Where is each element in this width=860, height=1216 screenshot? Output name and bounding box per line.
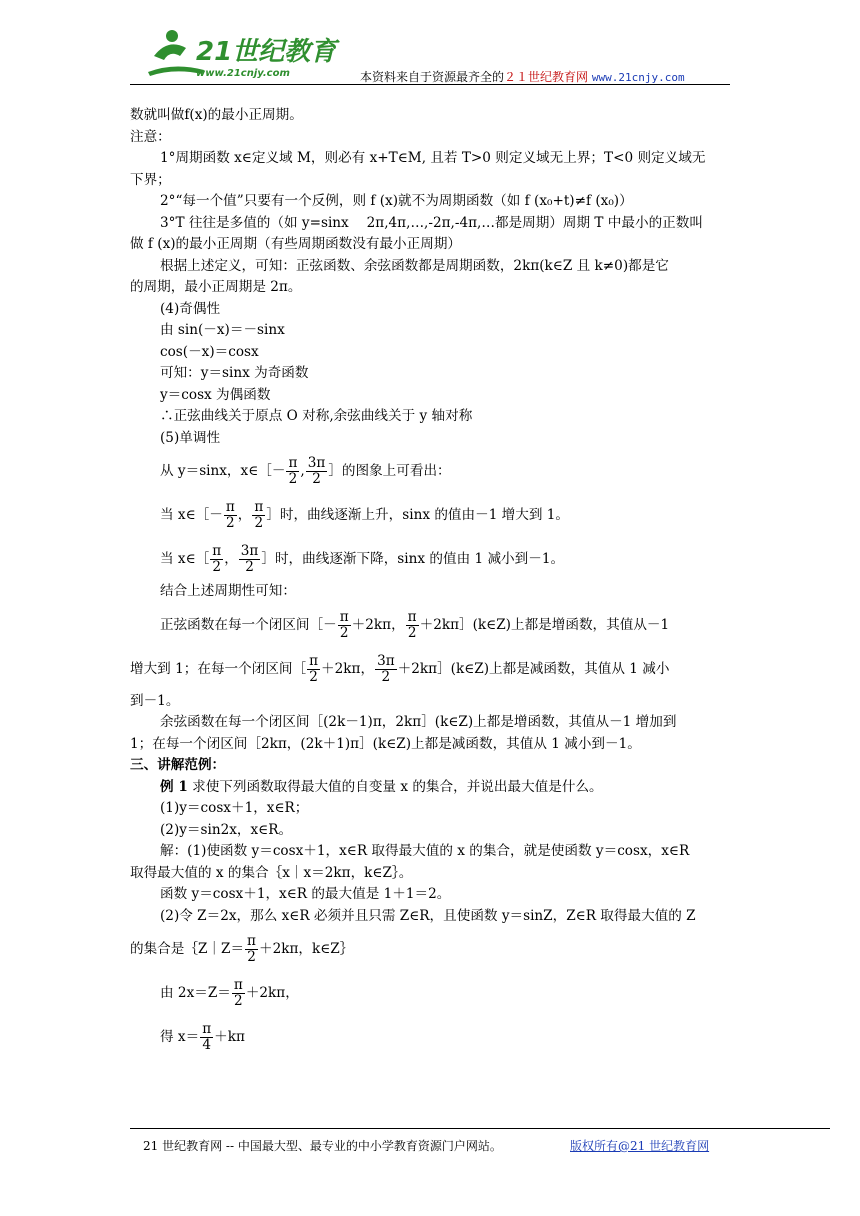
text-line: 由 sin(－x)＝－sinx [160,322,285,338]
text-line: 做 f (x)的最小正周期（有些周期函数没有最小正周期） [130,236,462,252]
text-line: ∴正弦曲线关于原点 O 对称,余弦曲线关于 y 轴对称 [160,408,473,424]
text-line: y＝cosx 为偶函数 [160,386,271,403]
formula-line: 从 y＝sinx，x∈［－ $\frac{\pi}{2}$ , $\frac{3\pi}{2}$ ］的图象上可看出： [160,455,451,487]
text-line: 下界； [130,171,171,188]
header-prefix: 本资料来自于资源最齐全的 [360,70,505,84]
formula-line: 增大到 1；在每一个闭区间［ $\frac{\pi}{2}$ ＋2kπ， $\frac{3\pi}{2}$ ＋2kπ］(k∈Z)上都是减函数，其值从 1 减小 [130,652,670,685]
formula-line: 得 x＝ $\frac{\pi}{4}$ ＋kπ [160,1021,245,1053]
fraction: $\frac{3\pi}{2}$ [377,652,395,685]
text-line: 可知：y＝sinx 为奇函数 [160,365,309,381]
formula-line: 的集合是｛Z｜Z＝ $\frac{\pi}{2}$ ＋2kπ，k∈Z｝ [130,933,354,965]
fraction: $\frac{\pi}{2}$ [254,499,264,531]
formula-line: 当 x∈［ $\frac{\pi}{2}$ ， $\frac{3\pi}{2}$ ］时，曲线逐渐下降，sinx 的值由 1 减小到－1。 [160,543,565,575]
footer-divider [130,1128,830,1129]
text-line: 根据上述定义，可知：正弦函数、余弦函数都是周期函数，2kπ(k∈Z 且 k≠0)都是它 [160,257,669,274]
fraction: $\frac{\pi}{2}$ [309,652,319,685]
header-caption [360,68,685,85]
text-line: 结合上述周期性可知： [160,583,296,599]
text-line: (1)y＝cosx＋1，x∈R； [160,800,309,816]
text-line: 注意： [130,128,171,145]
text-line: cos(－x)＝cosx [160,343,259,360]
text-line: 数就叫做f(x)的最小正周期。 [130,107,303,123]
copyright-link[interactable]: 版权所有@21 世纪教育网 [570,1139,710,1153]
text-line: 到－1。 [130,692,180,709]
document-body [130,105,736,1059]
header-url[interactable]: www.21cnjy.com [591,71,685,84]
footer-caption: 21 世纪教育网 -- 中国最大型、最专业的中小学教育资源门户网站。 [143,1139,502,1153]
text-line: 1°周期函数 x∈定义域 M，则必有 x+T∈M, 且若 T>0 则定义域无上界；T<0 则定义域无 [160,150,706,166]
section-heading: (4)奇偶性 [160,300,221,317]
header-divider [130,84,730,85]
section-title: 三、讲解范例： [130,757,226,773]
text-line: 2°“每一个值”只要有一个反例，则 f (x)就不为周期函数（如 f (x₀+t)≠f (x₀)） [160,193,633,209]
formula-line: 当 x∈［－ $\frac{\pi}{2}$ ， $\frac{\pi}{2}$ ］时，曲线逐渐上升，sinx 的值由－1 增大到 1。 [160,499,570,531]
text-line: 解：(1)使函数 y＝cosx＋1，x∈R 取得最大值的 x 的集合，就是使函数 y＝cosx，x∈R [160,843,690,859]
example-title: 例 1 求使下列函数取得最大值的自变量 x 的集合，并说出最大值是什么。 [160,778,603,795]
site-logo [134,26,344,82]
fraction: $\frac{\pi}{2}$ [407,608,417,641]
formula-line: 由 2x＝Z＝ $\frac{\pi}{2}$ ＋2kπ， [160,977,299,1009]
fraction: $\frac{\pi}{2}$ [339,608,349,641]
fraction: $\frac{\pi}{2}$ [212,543,222,575]
text-line: (2)y＝sin2x，x∈R。 [160,821,293,838]
logo-url: www.21cnjy.com [196,68,290,79]
text-line: 取得最大值的 x 的集合｛x｜x＝2kπ，k∈Z｝。 [130,864,413,881]
text-line: 的周期，最小正周期是 2π。 [130,279,302,295]
fraction: $\frac{\pi}{2}$ [225,499,235,531]
formula-line: 正弦函数在每一个闭区间［－ $\frac{\pi}{2}$ ＋2kπ， $\frac{\pi}{2}$ ＋2kπ］(k∈Z)上都是增函数，其值从－1 [160,608,670,641]
fraction: $\frac{\pi}{2}$ [233,977,243,1009]
fraction: $\frac{\pi}{2}$ [288,455,298,487]
section-heading: (5)单调性 [160,429,221,446]
text-line: 余弦函数在每一个闭区间［(2k－1)π，2kπ］(k∈Z)上都是增函数，其值从－1 增加到 [160,714,677,730]
header-brand: ２１世纪教育网 [504,70,589,84]
text-line: 3°T 往往是多值的（如 y=sinx 2π,4π,…,-2π,-4π,…都是周期）周期 T 中最小的正数叫 [160,214,703,231]
logo-text: 21世纪教育 [196,37,337,67]
fraction: $\frac{\pi}{4}$ [202,1021,212,1053]
text-line: 1；在每一个闭区间［2kπ，(2k＋1)π］(k∈Z)上都是减函数，其值从 1 减小到－1。 [130,735,641,752]
fraction: $\frac{3\pi}{2}$ [307,455,326,487]
fraction: $\frac{\pi}{2}$ [247,933,256,965]
fraction: $\frac{3\pi}{2}$ [240,543,259,575]
text-line: 函数 y＝cosx＋1，x∈R 的最大值是 1＋1＝2。 [160,886,451,902]
text-line: (2)令 Z＝2x，那么 x∈R 必须并且只需 Z∈R，且使函数 y＝sinZ，Z∈R 取得最大值的 Z [160,907,696,924]
